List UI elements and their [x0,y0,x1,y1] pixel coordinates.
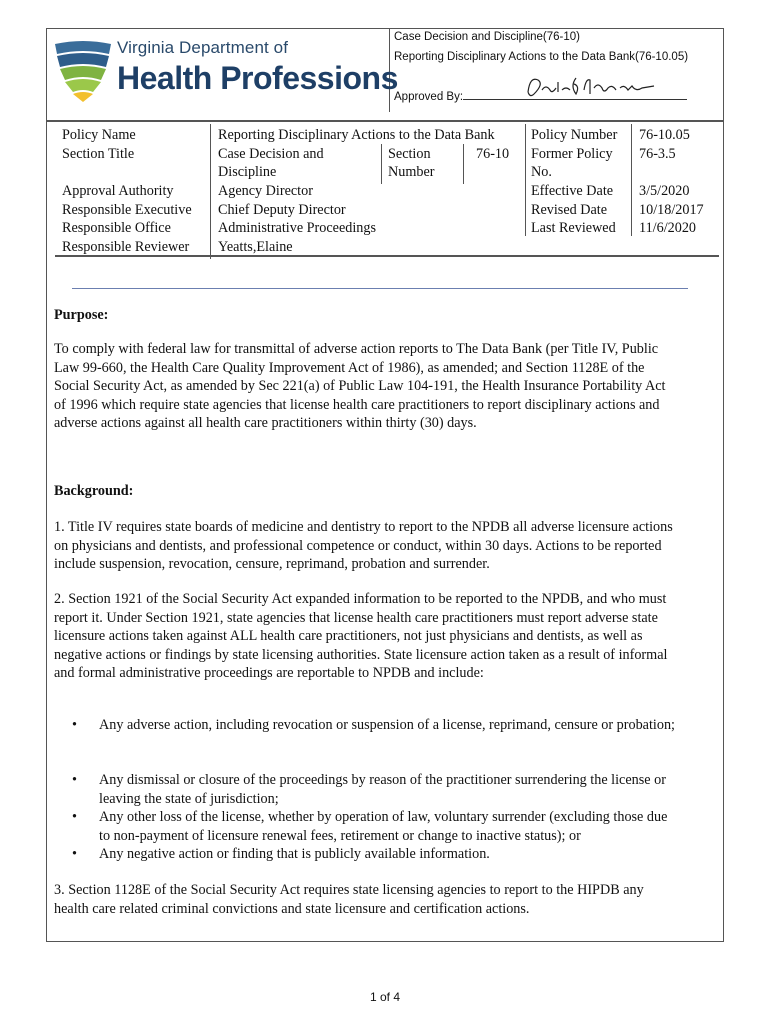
purpose-line: Law 99-660, the Health Care Quality Improvement Act of 1986), as amended; and Section 1128E of the [54,359,645,376]
background-heading: Background: [54,483,134,499]
background-line: 2. Section 1921 of the Social Security Act expanded information to be reported to the NPDB, and who must [54,591,667,607]
label-section-number-line2: Number [388,164,435,180]
label-revised-date: Revised Date [531,202,608,218]
label-responsible-executive: Responsible Executive [62,202,192,218]
list-item [54,716,720,735]
metadata-col-divider [210,124,211,259]
bullet-text: Any adverse action, including revocation or suspension of a license, reprimand, censure or probation; [99,717,675,733]
label-former-policy-line2: No. [531,164,552,180]
logo-text-line2: Health Professions [117,60,398,96]
background-paragraph-1 [54,518,720,574]
metadata-col-divider [381,144,382,184]
bullet-icon: • [72,846,77,862]
metadata-col-divider [631,124,632,236]
background-line: health care related criminal convictions and state licensure and certification actions. [54,900,530,917]
bullet-list [54,716,720,735]
background-line: 1. Title IV requires state boards of medicine and dentistry to report to the NPDB all adverse licensure actions [54,519,673,535]
header-reporting-title: Reporting Disciplinary Actions to the Data Bank(76-10.05) [394,51,689,63]
metadata-top-rule [46,120,724,122]
purpose-line: To comply with federal law for transmittal of adverse action reports to The Data Bank (per Title IV, Public [54,341,659,357]
purpose-line: adverse actions against all health care practitioners within thirty (30) days. [54,415,477,431]
bullet-icon: • [72,717,77,733]
list-item [54,808,720,845]
value-policy-name: Reporting Disciplinary Actions to the Data Bank [218,127,495,143]
value-approval-authority: Agency Director [218,183,313,199]
label-section-title: Section Title [62,146,135,162]
agency-logo [53,36,398,106]
value-section-title-line2: Discipline [218,164,277,180]
value-responsible-reviewer: Yeatts,Elaine [218,239,293,255]
background-line: on physicians and dentists, and professional competence or conduct, within 30 days. Actions to be reported [54,537,662,554]
bullet-text: to non-payment of licensure renewal fees, retirement or change to inactive status); or [99,827,581,844]
background-line: include suspension, revocation, censure, reprimand, probation and surrender. [54,556,490,572]
background-paragraph-2 [54,590,720,683]
value-responsible-executive: Chief Deputy Director [218,202,346,218]
bullet-text: Any dismissal or closure of the proceedings by reason of the practitioner surrendering the license or [99,772,666,788]
label-policy-number: Policy Number [531,127,618,143]
value-former-policy: 76-3.5 [639,146,676,162]
background-line: and formal administrative proceedings are reportable to NPDB and include: [54,665,484,681]
purpose-line: Social Security Act, as amended by Sec 221(a) of Public Law 104-191, the Health Insurance Portability Act [54,378,666,394]
label-effective-date: Effective Date [531,183,614,199]
header-case-decision: Case Decision and Discipline(76-10) [394,31,581,43]
label-former-policy-line1: Former Policy [531,146,613,162]
logo-text-line1: Virginia Department of [117,38,289,57]
value-revised-date: 10/18/2017 [639,202,704,218]
bullet-text: Any other loss of the license, whether by operation of law, voluntary surrender (excluding those due [99,809,668,825]
background-line: 3. Section 1128E of the Social Security Act requires state licensing agencies to report to the HIPDB any [54,882,644,898]
value-effective-date: 3/5/2020 [639,183,690,199]
section-divider [72,288,688,289]
value-policy-number: 76-10.05 [639,127,690,143]
value-last-reviewed: 11/6/2020 [639,220,697,236]
label-approval-authority: Approval Authority [62,183,174,199]
metadata-bottom-rule [55,255,719,257]
approver-signature [524,72,659,102]
value-responsible-office: Administrative Proceedings [218,220,377,236]
background-line: report it. Under Section 1921, state agencies that license health care practitioners must report adverse state [54,609,658,626]
list-item [54,845,720,864]
purpose-line: of 1996 which require state agencies that license health care practitioners to report disciplinary actions and [54,396,660,413]
logo-emblem-icon [53,36,115,102]
purpose-paragraph [54,340,720,433]
bullet-list [54,771,720,864]
metadata-col-divider [463,144,464,184]
label-responsible-office: Responsible Office [62,220,171,236]
approved-by-label: Approved By: [394,91,464,103]
metadata-col-divider [525,124,526,236]
bullet-icon: • [72,772,77,788]
background-line: licensure actions taken against ALL health care practitioners, not just physicians and dentists, as well as [54,628,643,644]
value-section-number: 76-10 [476,146,510,162]
background-line: negative actions or findings by state licensing authorities. State licensure action taken as a result of informal [54,646,668,663]
bullet-text: leaving the state of jurisdiction; [99,790,279,807]
bullet-text: Any negative action or finding that is publicly available information. [99,846,490,862]
label-last-reviewed: Last Reviewed [531,220,616,236]
purpose-heading: Purpose: [54,307,109,323]
label-section-number-line1: Section [388,146,431,162]
label-responsible-reviewer: Responsible Reviewer [62,239,190,255]
list-item [54,771,720,808]
bullet-icon: • [72,809,77,825]
label-policy-name: Policy Name [62,127,136,143]
page-number: 1 of 4 [369,990,401,1004]
value-section-title-line1: Case Decision and [218,146,324,162]
background-paragraph-3 [54,881,720,918]
